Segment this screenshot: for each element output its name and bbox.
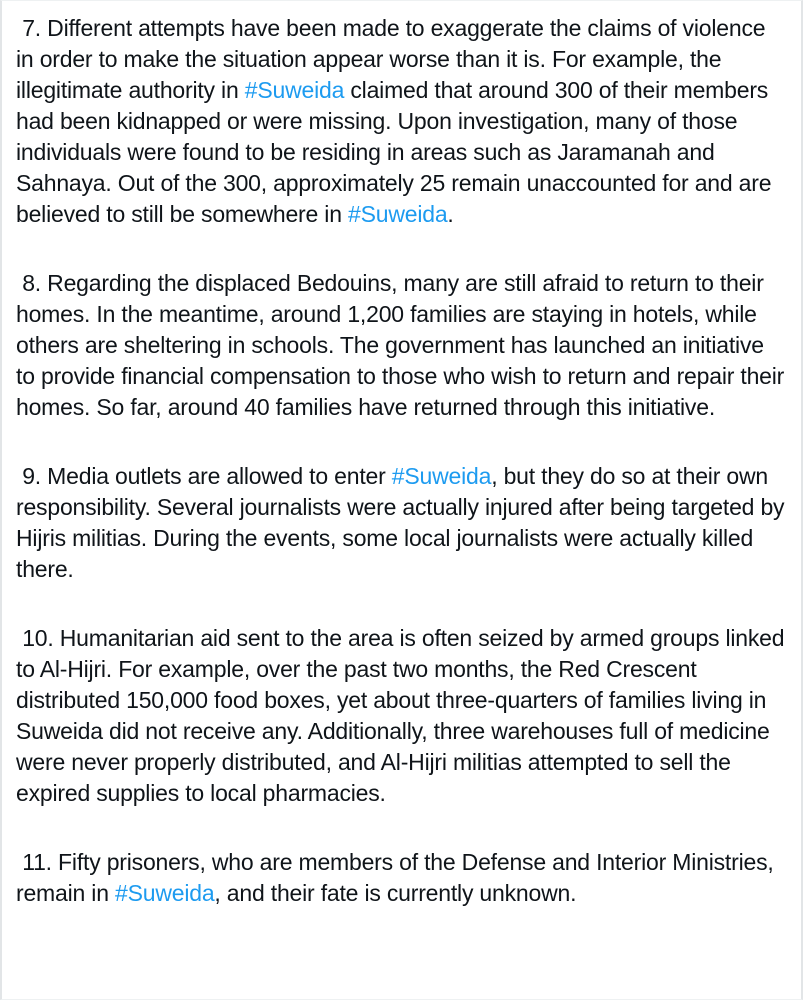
text-segment: 10. Humanitarian aid sent to the area is often seized by armed groups linked to Al-Hijri. For example, over the past two months, the Red Crescent distributed 150,000 food boxes, yet about three-quarters of families living in Suweida did not receive any. Additionally, three warehouses full of medicine were never properly distributed, and Al-Hijri militias attempted to sell the expired supplies to local pharmacies. bbox=[16, 625, 791, 806]
hashtag-link[interactable]: #Suweida bbox=[391, 463, 492, 489]
tweet-paragraph bbox=[16, 268, 791, 423]
text-segment: claimed that around 300 of their members had been kidnapped or were missing. Upon investigation, many of those individuals were found to be residing in areas such as Jaramanah and Sahnaya. Out of the 300, approximately 25 remain unaccounted for and are believed to still be somewhere in bbox=[16, 77, 778, 227]
text-segment: 7. Different attempts have been made to exaggerate the claims of violence in order to make the situation appear worse than it is. For example, the illegitimate authority in bbox=[16, 15, 772, 103]
text-segment: 9. Media outlets are allowed to enter bbox=[16, 463, 392, 489]
text-segment: 8. Regarding the displaced Bedouins, many are still afraid to return to their homes. In the meantime, around 1,200 families are staying in hotels, while others are sheltering in schools. The government has launched an initiative to provide financial compensation to those who wish to return and repair their homes. So far, around 40 families have returned through this initiative. bbox=[16, 270, 791, 420]
hashtag-link[interactable]: #Suweida bbox=[115, 880, 215, 906]
text-segment: , but they do so at their own responsibility. Several journalists were actually injured after being targeted by Hijris militias. During the events, some local journalists were actually killed there. bbox=[16, 463, 791, 582]
text-segment: . bbox=[447, 201, 454, 227]
tweet-paragraph bbox=[16, 461, 791, 585]
tweet-paragraph bbox=[16, 847, 785, 909]
text-segment: 11. Fifty prisoners, who are members of the Defense and Interior Ministries, remain in bbox=[16, 849, 780, 906]
hashtag-link[interactable]: #Suweida bbox=[244, 77, 345, 103]
hashtag-link[interactable]: #Suweida bbox=[348, 201, 448, 227]
tweet-paragraph bbox=[16, 623, 791, 809]
text-segment: , and their fate is currently unknown. bbox=[214, 880, 577, 906]
tweet-paragraph bbox=[16, 13, 785, 230]
